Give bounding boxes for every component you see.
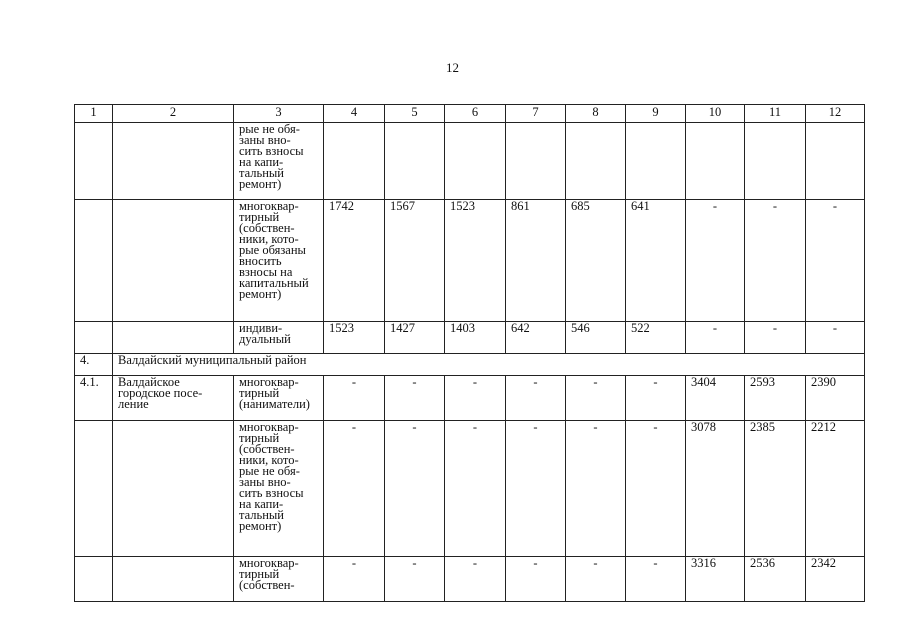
- value-cell: 2342: [806, 557, 865, 602]
- settlement-name: [113, 557, 234, 602]
- column-header: 8: [566, 105, 626, 123]
- value-cell: 522: [626, 322, 686, 354]
- value-cell: -: [566, 557, 626, 602]
- value-cell: 2390: [806, 376, 865, 421]
- settlement-name: [113, 322, 234, 354]
- settlement-name: [113, 200, 234, 322]
- data-table: [74, 104, 865, 602]
- value-cell: 2536: [745, 557, 806, 602]
- value-cell: -: [566, 376, 626, 421]
- value-cell: [324, 123, 385, 200]
- value-cell: -: [445, 557, 506, 602]
- value-cell: [745, 123, 806, 200]
- value-cell: -: [324, 421, 385, 557]
- row-number: [75, 557, 113, 602]
- value-cell: -: [686, 322, 745, 354]
- settlement-name: Валдайское городское посе- ление: [113, 376, 234, 421]
- table-row: [75, 354, 865, 376]
- value-cell: -: [445, 376, 506, 421]
- value-cell: -: [806, 200, 865, 322]
- value-cell: [626, 123, 686, 200]
- column-header: 2: [113, 105, 234, 123]
- housing-type: многоквар- тирный (собствен- ники, кото- рые не обя- заны вно- сить взносы на капи- тальный ремонт): [234, 421, 324, 557]
- value-cell: 3078: [686, 421, 745, 557]
- value-cell: 1567: [385, 200, 445, 322]
- value-cell: -: [445, 421, 506, 557]
- table-row: [75, 322, 865, 354]
- value-cell: 546: [566, 322, 626, 354]
- value-cell: 685: [566, 200, 626, 322]
- value-cell: -: [506, 376, 566, 421]
- value-cell: -: [506, 421, 566, 557]
- column-header: 10: [686, 105, 745, 123]
- column-header: 9: [626, 105, 686, 123]
- table-row: [75, 376, 865, 421]
- value-cell: 861: [506, 200, 566, 322]
- value-cell: -: [745, 200, 806, 322]
- value-cell: 2212: [806, 421, 865, 557]
- value-cell: -: [324, 557, 385, 602]
- table-row: [75, 421, 865, 557]
- row-number: [75, 200, 113, 322]
- value-cell: -: [626, 557, 686, 602]
- value-cell: 1742: [324, 200, 385, 322]
- housing-type: многоквар- тирный (наниматели): [234, 376, 324, 421]
- column-header: 11: [745, 105, 806, 123]
- housing-type: многоквар- тирный (собствен- ники, кото- рые обязаны вносить взносы на капитальный ремонт): [234, 200, 324, 322]
- section-title: Валдайский муниципальный район: [113, 354, 865, 376]
- row-number: [75, 322, 113, 354]
- value-cell: [445, 123, 506, 200]
- value-cell: -: [385, 421, 445, 557]
- settlement-name: [113, 421, 234, 557]
- value-cell: [566, 123, 626, 200]
- table-row: [75, 200, 865, 322]
- value-cell: 1403: [445, 322, 506, 354]
- value-cell: [806, 123, 865, 200]
- housing-type: многоквар- тирный (собствен-: [234, 557, 324, 602]
- value-cell: [506, 123, 566, 200]
- column-header: 12: [806, 105, 865, 123]
- header-row: [75, 105, 865, 123]
- value-cell: -: [806, 322, 865, 354]
- value-cell: -: [686, 200, 745, 322]
- value-cell: 2385: [745, 421, 806, 557]
- column-header: 1: [75, 105, 113, 123]
- value-cell: 3404: [686, 376, 745, 421]
- value-cell: 2593: [745, 376, 806, 421]
- row-number: [75, 421, 113, 557]
- housing-type: индиви- дуальный: [234, 322, 324, 354]
- value-cell: 3316: [686, 557, 745, 602]
- column-header: 4: [324, 105, 385, 123]
- value-cell: 641: [626, 200, 686, 322]
- column-header: 7: [506, 105, 566, 123]
- page-number: 12: [446, 60, 459, 75]
- row-number: [75, 123, 113, 200]
- column-header: 5: [385, 105, 445, 123]
- value-cell: -: [324, 376, 385, 421]
- table-row: [75, 123, 865, 200]
- column-header: 3: [234, 105, 324, 123]
- value-cell: 1523: [445, 200, 506, 322]
- housing-type: рые не обя- заны вно- сить взносы на капи- тальный ремонт): [234, 123, 324, 200]
- column-header: 6: [445, 105, 506, 123]
- value-cell: 642: [506, 322, 566, 354]
- value-cell: 1523: [324, 322, 385, 354]
- settlement-name: [113, 123, 234, 200]
- value-cell: 1427: [385, 322, 445, 354]
- row-number: 4.: [75, 354, 113, 376]
- value-cell: -: [745, 322, 806, 354]
- value-cell: [385, 123, 445, 200]
- value-cell: -: [506, 557, 566, 602]
- value-cell: -: [385, 376, 445, 421]
- table-row: [75, 557, 865, 602]
- row-number: 4.1.: [75, 376, 113, 421]
- value-cell: -: [566, 421, 626, 557]
- value-cell: -: [626, 376, 686, 421]
- value-cell: [686, 123, 745, 200]
- value-cell: -: [626, 421, 686, 557]
- value-cell: -: [385, 557, 445, 602]
